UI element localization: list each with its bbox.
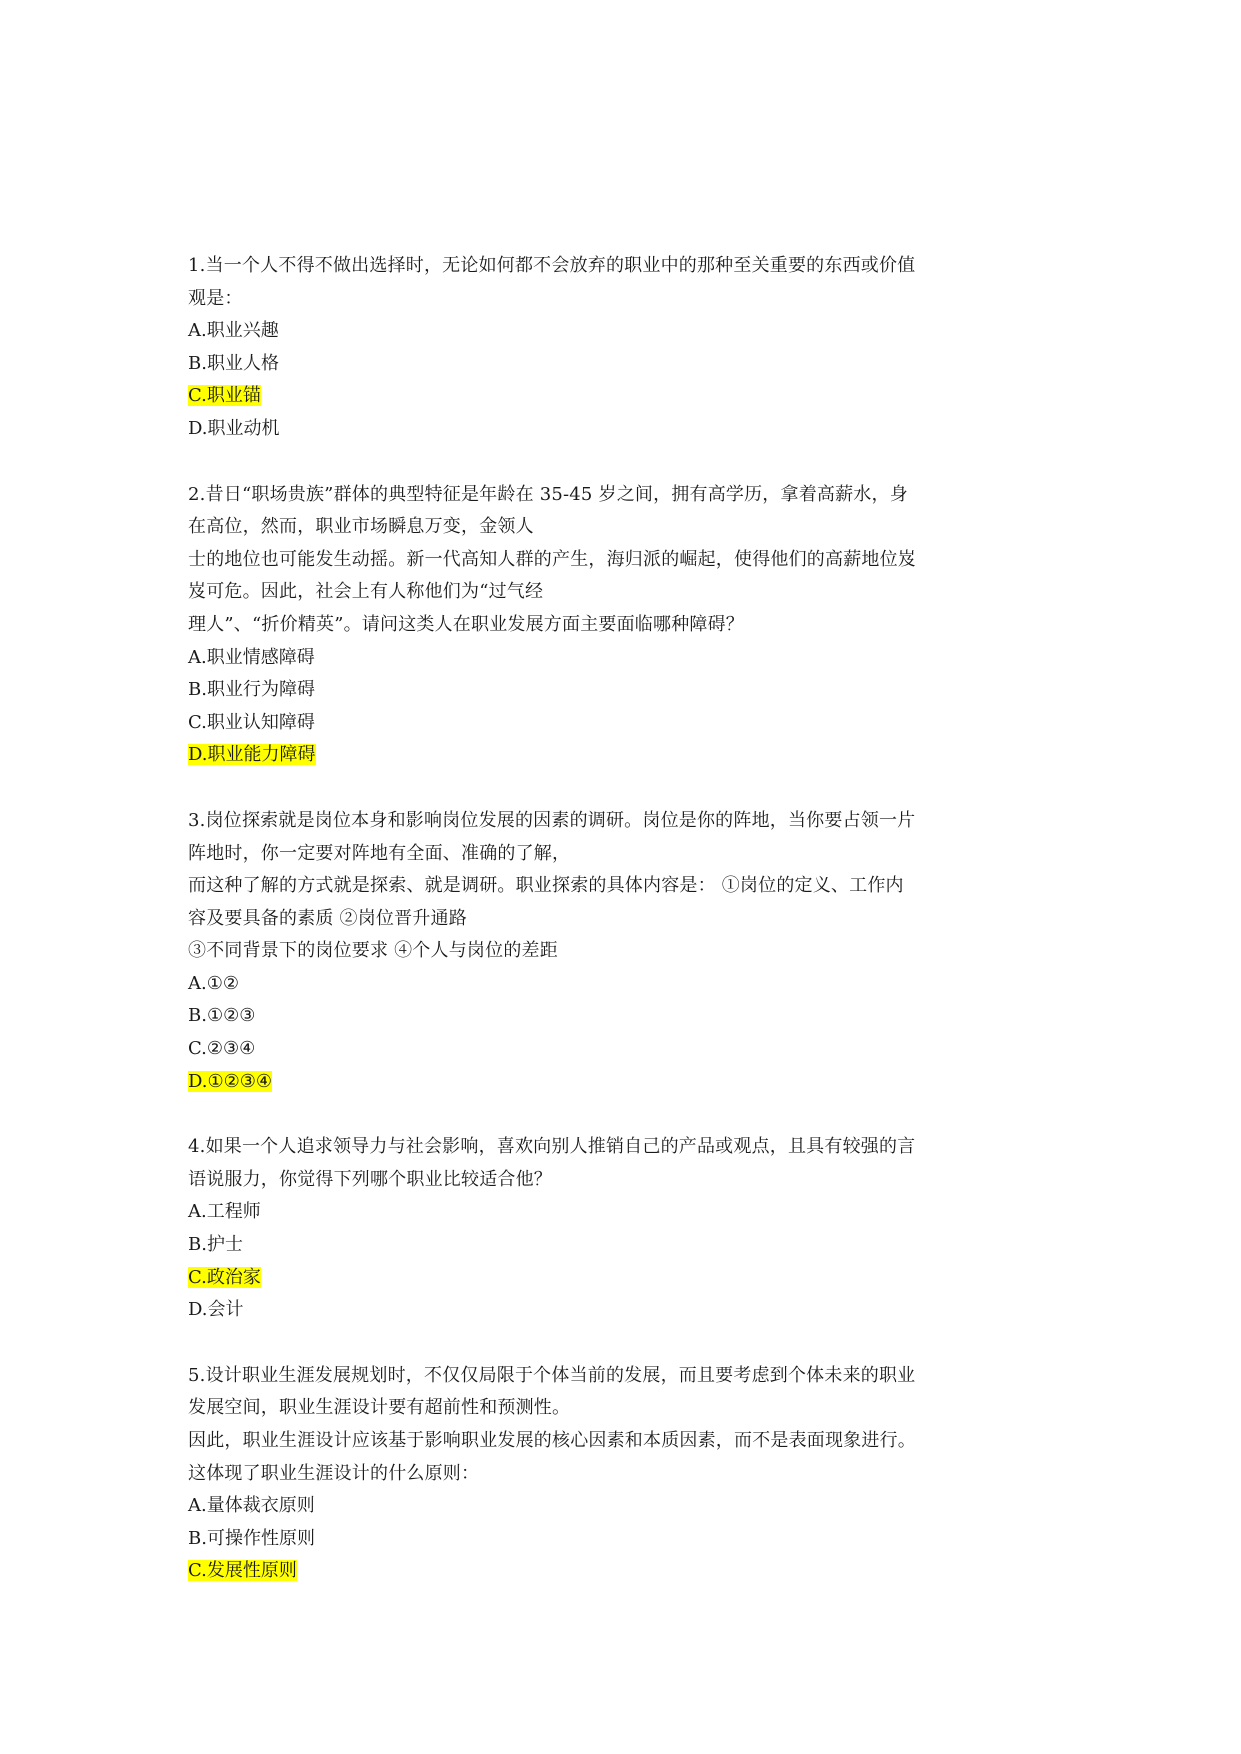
question-text-line: 在高位，然而，职业市场瞬息万变，金领人: [188, 516, 534, 538]
answer-option: [188, 1033, 1068, 1066]
answer-option-correct: [188, 380, 1068, 413]
question-text-line: 这体现了职业生涯设计的什么原则：: [188, 1462, 480, 1484]
answer-option: [188, 315, 1068, 348]
question-text-line: 发展空间，职业生涯设计要有超前性和预测性。: [188, 1397, 571, 1419]
answer-option: [188, 1000, 1068, 1033]
option-label: D.①②③④: [188, 1070, 273, 1092]
answer-option: [188, 348, 1068, 381]
option-label: C.②③④: [188, 1038, 256, 1060]
answer-option: [188, 707, 1068, 740]
question-text-line: 5.设计职业生涯发展规划时，不仅仅局限于个体当前的发展，而且要考虑到个体未来的职业: [188, 1364, 916, 1386]
option-label: C.政治家: [188, 1266, 261, 1288]
option-label: D.职业动机: [188, 417, 280, 439]
question-text-line: 2.昔日“职场贵族”群体的典型特征是年龄在 35-45 岁之间，拥有高学历，拿着高薪水，身: [188, 483, 908, 505]
answer-option: [188, 1294, 1068, 1327]
question-5: [188, 1360, 1068, 1588]
question-text-line: 3.岗位探索就是岗位本身和影响岗位发展的因素的调研。岗位是你的阵地，当你要占领一片: [188, 809, 916, 831]
option-label: A.量体裁衣原则: [188, 1495, 315, 1517]
option-label: B.职业人格: [188, 352, 279, 374]
option-label: A.职业情感障碍: [188, 646, 315, 668]
answer-option-correct: [188, 1262, 1068, 1295]
question-text-line: 容及要具备的素质 ②岗位晋升通路: [188, 907, 467, 929]
question-text-line: 1.当一个人不得不做出选择时，无论如何都不会放弃的职业中的那种至关重要的东西或价值: [188, 255, 916, 276]
answer-option-correct: [188, 739, 1068, 772]
question-3: [188, 805, 1068, 1098]
answer-option: [188, 1523, 1068, 1556]
option-label: C.职业认知障碍: [188, 711, 315, 733]
option-label: D.会计: [188, 1299, 244, 1321]
question-text-line: 岌可危。因此，社会上有人称他们为“过气经: [188, 581, 544, 603]
question-text-line: ③不同背景下的岗位要求 ④个人与岗位的差距: [188, 940, 558, 962]
answer-option: [188, 1196, 1068, 1229]
question-1: [188, 250, 1068, 446]
option-label: B.①②③: [188, 1005, 256, 1027]
option-label: B.职业行为障碍: [188, 679, 315, 701]
answer-option-correct: [188, 1555, 1068, 1588]
answer-option: [188, 968, 1068, 1001]
answer-option: [188, 674, 1068, 707]
option-label: A.工程师: [188, 1201, 261, 1223]
question-text-line: 士的地位也可能发生动摇。新一代高知人群的产生，海归派的崛起，使得他们的高薪地位岌: [188, 548, 916, 570]
question-4: [188, 1131, 1068, 1327]
question-text-line: 观是：: [188, 287, 243, 309]
answer-option: [188, 642, 1068, 675]
answer-option: [188, 1229, 1068, 1262]
option-label: C.发展性原则: [188, 1560, 297, 1582]
answer-option-correct: [188, 1066, 1068, 1099]
answer-option: [188, 1490, 1068, 1523]
question-text-line: 理人”、“折价精英”。请问这类人在职业发展方面主要面临哪种障碍？: [188, 613, 745, 635]
option-label: B.护士: [188, 1234, 243, 1256]
answer-option: [188, 413, 1068, 446]
question-document: [188, 250, 1068, 1621]
option-label: D.职业能力障碍: [188, 744, 316, 766]
option-label: B.可操作性原则: [188, 1527, 315, 1549]
option-label: C.职业锚: [188, 385, 261, 407]
option-label: A.①②: [188, 972, 239, 994]
option-label: A.职业兴趣: [188, 320, 279, 342]
question-text-line: 因此，职业生涯设计应该基于影响职业发展的核心因素和本质因素，而不是表面现象进行。: [188, 1430, 916, 1451]
question-text-line: 阵地时，你一定要对阵地有全面、准确的了解，: [188, 842, 571, 864]
question-text-line: 4.如果一个人追求领导力与社会影响，喜欢向别人推销自己的产品或观点，且具有较强的言: [188, 1136, 916, 1158]
question-2: [188, 479, 1068, 772]
question-text-line: 语说服力，你觉得下列哪个职业比较适合他？: [188, 1168, 552, 1190]
question-text-line: 而这种了解的方式就是探索、就是调研。职业探索的具体内容是： ①岗位的定义、工作内: [188, 875, 904, 897]
